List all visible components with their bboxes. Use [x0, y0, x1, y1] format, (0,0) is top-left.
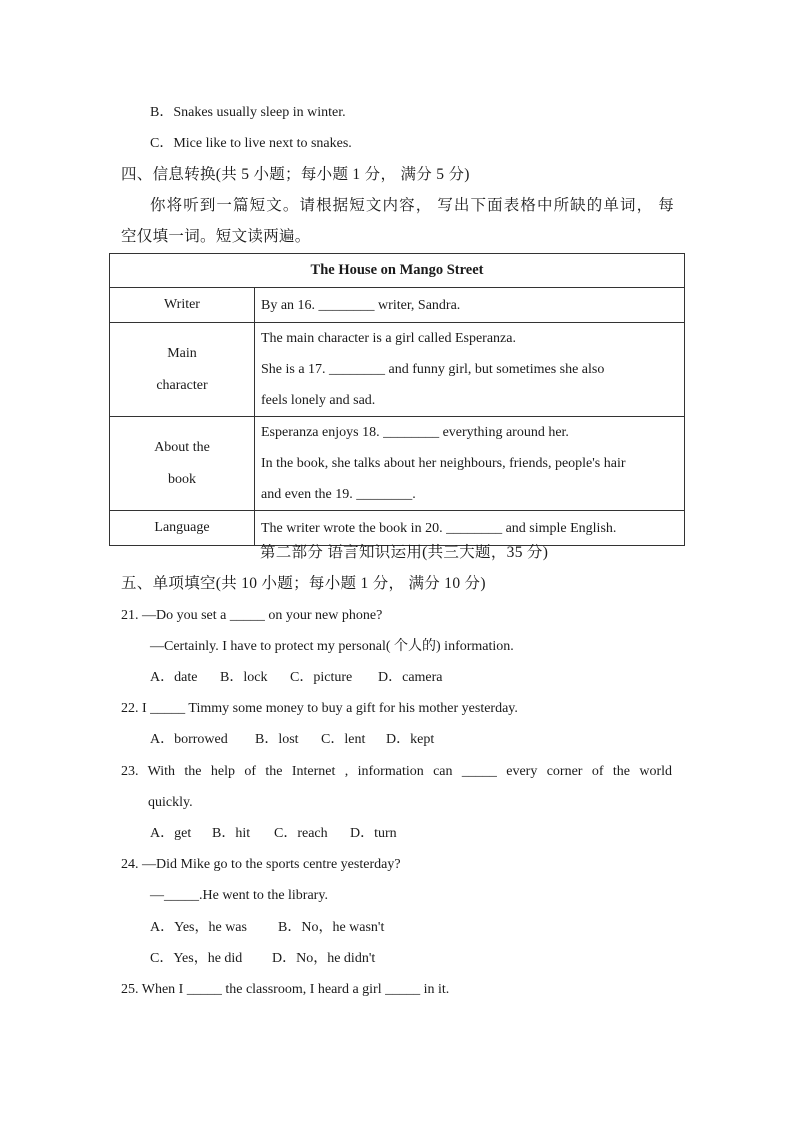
- q22-option-a: A．borrowed: [150, 732, 228, 747]
- row-content-line: She is a 17. ________ and funny girl, but sometimes she also: [261, 362, 605, 377]
- q21-option-a: A．date: [150, 670, 198, 685]
- prev-option-c: C．Mice like to live next to snakes.: [150, 136, 352, 151]
- info-table: [109, 253, 685, 546]
- row-label-text: book: [168, 471, 196, 487]
- q23-option-a: A．get: [150, 826, 192, 841]
- row-content: [255, 511, 685, 546]
- row-content-line: Esperanza enjoys 18. ________ everything around her.: [261, 425, 569, 440]
- table-row-main-character: [110, 323, 685, 417]
- row-content: [255, 417, 685, 511]
- section4-instruction-line2: 空仅填一词。短文读两遍。: [121, 228, 311, 245]
- q24-option-b: B．No，he wasn't: [278, 920, 385, 935]
- q23-option-b: B．hit: [212, 826, 251, 841]
- q24-stem: 24. —Did Mike go to the sports centre yesterday?: [121, 857, 401, 872]
- q21-option-c: C．picture: [290, 670, 353, 685]
- row-content-line: and even the 19. ________.: [261, 487, 416, 502]
- q23-option-c: C．reach: [274, 826, 328, 841]
- table-row-language: [110, 511, 685, 546]
- q21-stem: 21. —Do you set a _____ on your new phone?: [121, 608, 383, 623]
- section4-instruction-line1: 你将听到一篇短文。请根据短文内容， 写出下面表格中所缺的单词， 每: [150, 197, 674, 214]
- q23-stem: 23. With the help of the Internet , information can _____ every corner of the world: [121, 764, 672, 779]
- q22-option-b: B．lost: [255, 732, 299, 747]
- q23-line2: quickly.: [148, 795, 193, 810]
- q22-option-c: C．lent: [321, 732, 366, 747]
- table-row-about-book: [110, 417, 685, 511]
- row-content: [255, 288, 685, 323]
- q22-stem: 22. I _____ Timmy some money to buy a gift for his mother yesterday.: [121, 701, 518, 716]
- q21-option-b: B．lock: [220, 670, 268, 685]
- part2-title: 第二部分 语言知识运用(共三大题，35 分): [260, 544, 549, 561]
- row-label: [110, 323, 255, 417]
- q24-option-d: D．No，he didn't: [272, 951, 376, 966]
- q21-option-d: D．camera: [378, 670, 443, 685]
- row-label-text: About the: [154, 439, 210, 455]
- table-title-row: [110, 254, 685, 288]
- prev-option-b: B．Snakes usually sleep in winter.: [150, 105, 346, 120]
- q25-stem: 25. When I _____ the classroom, I heard a girl _____ in it.: [121, 982, 450, 997]
- q21-line2: —Certainly. I have to protect my personal( 个人的) information.: [150, 639, 514, 654]
- row-label: [110, 288, 255, 323]
- row-content-line: The writer wrote the book in 20. ________ and simple English.: [261, 520, 617, 536]
- row-content-line: The main character is a girl called Esperanza.: [261, 331, 516, 346]
- q22-option-d: D．kept: [386, 732, 435, 747]
- table-title: The House on Mango Street: [110, 254, 685, 288]
- q23-option-d: D．turn: [350, 826, 397, 841]
- row-label-text: Writer: [164, 297, 200, 312]
- row-content-line: feels lonely and sad.: [261, 393, 376, 408]
- section5-heading: 五、单项填空(共 10 小题；每小题 1 分， 满分 10 分): [121, 575, 486, 592]
- table-row-writer: [110, 288, 685, 323]
- row-label-text: character: [156, 377, 208, 393]
- q24-option-c: C．Yes，he did: [150, 951, 243, 966]
- row-content-line: By an 16. ________ writer, Sandra.: [261, 297, 461, 313]
- row-label-text: Language: [154, 520, 210, 535]
- row-label: [110, 417, 255, 511]
- q24-line2: —_____.He went to the library.: [150, 888, 328, 903]
- row-content: [255, 323, 685, 417]
- section4-heading: 四、信息转换(共 5 小题；每小题 1 分， 满分 5 分): [121, 166, 470, 183]
- row-label: [110, 511, 255, 546]
- row-content-line: In the book, she talks about her neighbours, friends, people's hair: [261, 456, 626, 471]
- row-label-text: Main: [167, 345, 197, 361]
- q24-option-a: A．Yes，he was: [150, 920, 247, 935]
